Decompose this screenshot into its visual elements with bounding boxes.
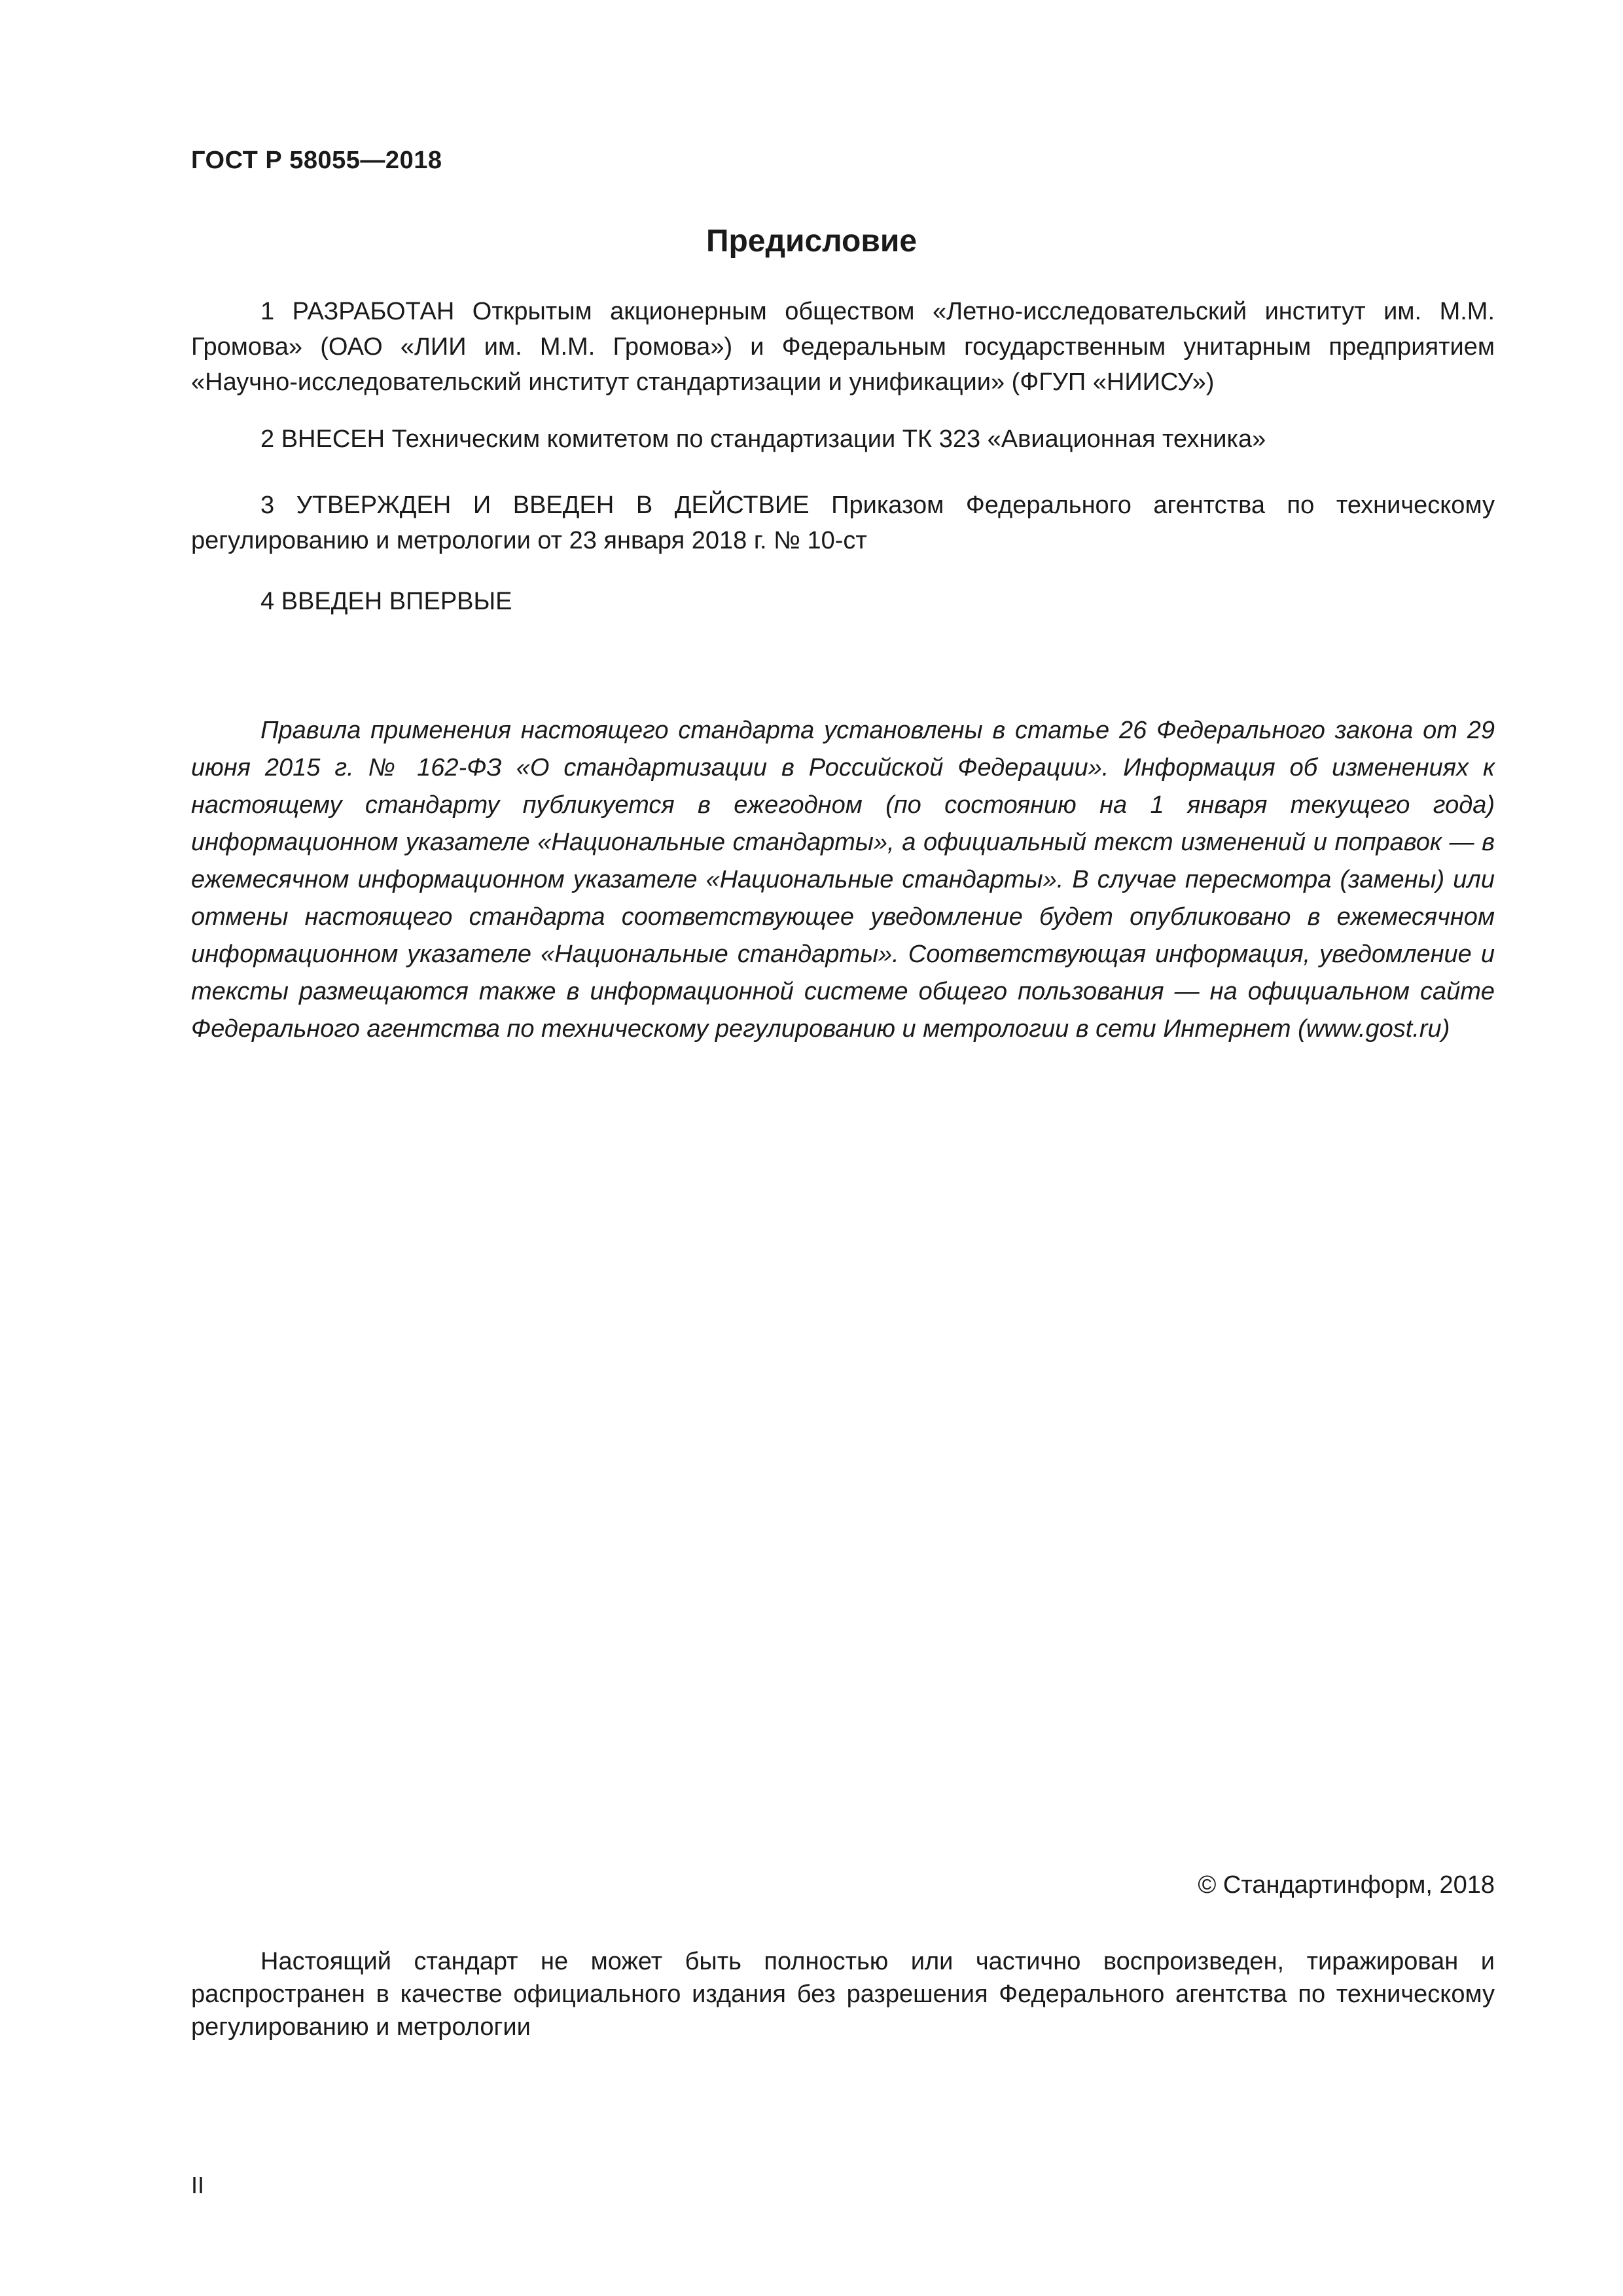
foreword-item-text: 4 ВВЕДЕН ВПЕРВЫЕ <box>260 588 512 615</box>
reproduction-notice-text: Настоящий стандарт не может быть полностью или частично воспроизведен, тиражирован и распространен в качестве официального издания без разрешения Федерального агентства по техническому регулированию и метрологии <box>191 1948 1495 2041</box>
foreword-item-4 <box>191 584 1495 619</box>
foreword-item-1 <box>191 294 1495 400</box>
foreword-item-3 <box>191 488 1495 558</box>
foreword-item-2 <box>191 422 1495 457</box>
rules-notice <box>191 712 1495 1048</box>
foreword-item-text: 1 РАЗРАБОТАН Открытым акционерным обществом «Летно-исследовательский институт им. М.М. Громова» (ОАО «ЛИИ им. М.М. Громова») и Федеральным государственным унитарным предприятием «Научно-исследовательский институт стандартизации и унификации» (ФГУП «НИИСУ») <box>191 298 1495 396</box>
reproduction-notice <box>191 1945 1495 2043</box>
document-code: ГОСТ Р 58055—2018 <box>191 147 442 174</box>
foreword-item-text: 3 УТВЕРЖДЕН И ВВЕДЕН В ДЕЙСТВИЕ Приказом Федерального агентства по техническому регулированию и метрологии от 23 января 2018 г. № 10-ст <box>191 492 1495 554</box>
rules-notice-text: Правила применения настоящего стандарта установлены в статье 26 Федерального закона от 29 июня 2015 г. № 162-ФЗ «О стандартизации в Российской Федерации». Информация об изменениях к настоящему стандарту публикуется в ежегодном (по состоянию на 1 января текущего года) информационном указателе «Национальные стандарты», а официальный текст изменений и поправок — в ежемесячном информационном указателе «Национальные стандарты». В случае пересмотра (замены) или отмены настоящего стандарта соответствующее уведомление будет опубликовано в ежемесячном информационном указателе «Национальные стандарты». Соответствующая информация, уведомление и тексты размещаются также в информационной системе общего пользования — на официальном сайте Федерального агентства по техническому регулированию и метрологии в сети Интернет (www.gost.ru) <box>191 717 1495 1043</box>
page-number: II <box>191 2172 205 2198</box>
page-title: Предисловие <box>705 224 918 259</box>
copyright-line: © Стандартинформ, 2018 <box>1198 1871 1495 1899</box>
foreword-item-text: 2 ВНЕСЕН Техническим комитетом по стандартизации ТК 323 «Авиационная техника» <box>260 425 1266 453</box>
